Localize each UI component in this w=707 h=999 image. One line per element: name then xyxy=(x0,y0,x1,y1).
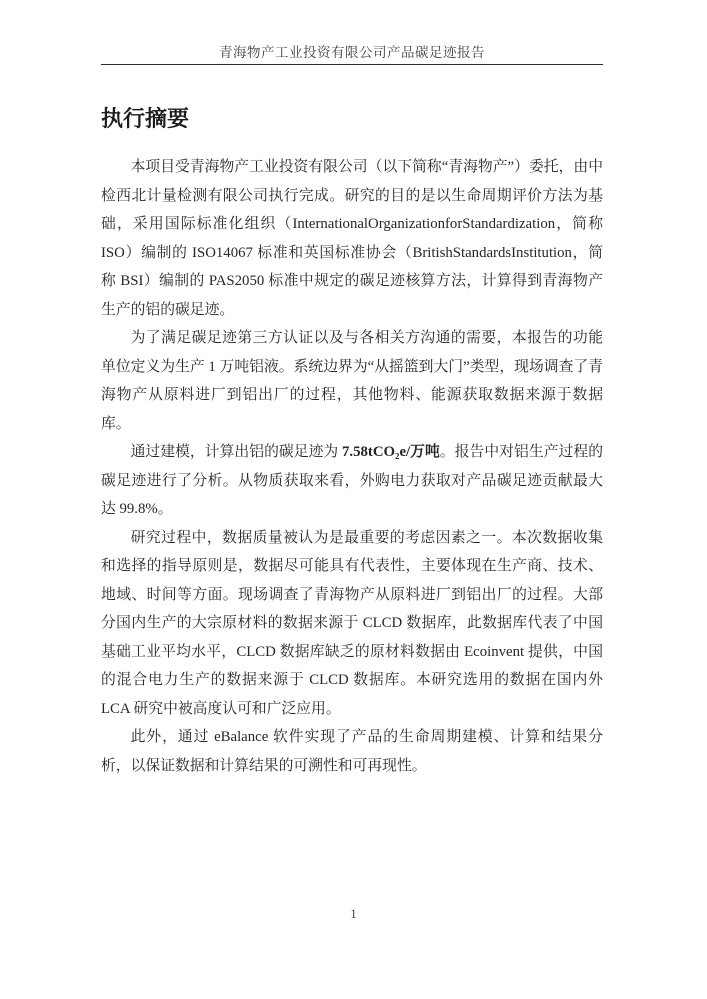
paragraph-run: 。报告中对铝生产过程的碳足迹进行了分析。从物质获取来看，外购电力获取对产品碳足迹贡献最大达 99.8%。 xyxy=(101,444,603,517)
section-heading: 执行摘要 xyxy=(101,106,190,131)
header-rule xyxy=(101,64,603,65)
page-number: 1 xyxy=(350,907,357,921)
document-body xyxy=(101,153,603,780)
page-header xyxy=(101,44,603,65)
paragraph xyxy=(101,324,603,438)
paragraph-run: 本项目受青海物产工业投资有限公司（以下简称“青海物产”）委托，由中检西北计量检测有限公司执行完成。研究的目的是以生命周期评价方法为基础，采用国际标准化组织（InternationalOrganizationforStandardization，简称 ISO）编制的 ISO14067 标准和英国标准协会（BritishStandardsInstitution，简称 BSI）编制的 PAS2050 标准中规定的碳足迹核算方法，计算得到青海物产生产的铝的碳足迹。 xyxy=(101,159,603,318)
paragraph xyxy=(101,524,603,724)
page-footer xyxy=(0,905,707,923)
paragraph xyxy=(101,438,603,524)
header-title: 青海物产工业投资有限公司产品碳足迹报告 xyxy=(219,45,485,60)
paragraph-run: 通过建模，计算出铝的碳足迹为 xyxy=(130,444,343,460)
paragraph-run: 此外，通过 eBalance 软件实现了产品的生命周期建模、计算和结果分析，以保证数据和计算结果的可溯性和可再现性。 xyxy=(101,729,603,774)
paragraph xyxy=(101,153,603,324)
paragraph-run: 为了满足碳足迹第三方认证以及与各相关方沟通的需要，本报告的功能单位定义为生产 1 万吨铝液。系统边界为“从摇篮到大门”类型，现场调查了青海物产从原料进厂到铝出厂的过程，其他物料、能源获取数据来源于数据库。 xyxy=(101,330,603,432)
paragraph-run: 研究过程中，数据质量被认为是最重要的考虑因素之一。本次数据收集和选择的指导原则是，数据尽可能具有代表性，主要体现在生产商、技术、地域、时间等方面。现场调查了青海物产从原料进厂到铝出厂的过程。大部分国内生产的大宗原材料的数据来源于 CLCD 数据库，此数据库代表了中国基础工业平均水平，CLCD 数据库缺乏的原材料数据由 Ecoinvent 提供，中国的混合电力生产的数据来源于 CLCD 数据库。本研究选用的数据在国内外 LCA 研究中被高度认可和广泛应用。 xyxy=(101,529,603,717)
paragraph xyxy=(101,723,603,780)
paragraph-run-bold: 7.58tCO₂e/万吨 xyxy=(342,444,440,460)
